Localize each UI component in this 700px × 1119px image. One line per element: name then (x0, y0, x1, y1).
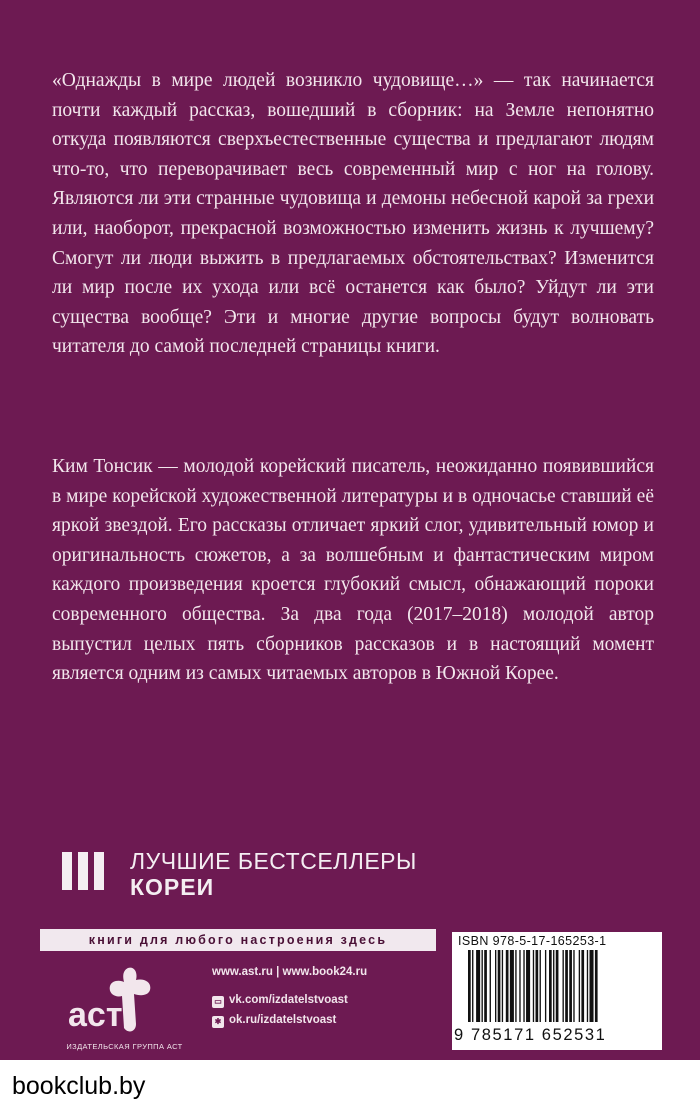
vk-link[interactable] (212, 994, 348, 1008)
description-paragraph-2: Ким Тонсик — молодой корейский писатель, неожиданно появившийся в мире корейской художественной литературы и в одночасье ставший её яркой звездой. Его рассказы отличает яркий слог, удивительный юмор и оригинальность сюжетов, а за волшебным и фантастическим миром каждого произведения кроется глубокий смысл, обнажающий пороки современного общества. За два года (2017–2018) молодой автор выпустил целых пять сборников рассказов и в настоящий момент является одним из самых читаемых авторов в Южной Корее. (52, 456, 654, 685)
ok-link-text: ok.ru/izdatelstvoast (229, 1014, 337, 1026)
ast-logo-icon (58, 964, 178, 1040)
series-title-line2: КОРЕИ (130, 874, 215, 900)
series-title-line1: ЛУЧШИЕ БЕСТСЕЛЛЕРЫ (130, 848, 417, 874)
svg-text:аст: аст (68, 996, 123, 1034)
website-links[interactable]: www.ast.ru | www.book24.ru (212, 966, 368, 978)
isbn-digits: 9 785171 652531 (454, 1026, 607, 1044)
publisher-caption: ИЗДАТЕЛЬСКАЯ ГРУППА АСТ (66, 1042, 183, 1051)
ok-icon: ✱ (212, 1016, 224, 1028)
isbn-label: ISBN 978-5-17-165253-1 (458, 934, 607, 948)
isbn-barcode-box (452, 932, 662, 1050)
barcode-icon (468, 950, 648, 1024)
vk-link-text: vk.com/izdatelstvoast (229, 994, 348, 1006)
ok-link[interactable] (212, 1014, 336, 1028)
site-watermark: bookclub.by (12, 1072, 146, 1100)
watermark-footer (0, 1060, 700, 1119)
description-paragraph-1: «Однажды в мире людей возникло чудовище…» — так начинается почти каждый рассказ, вошедший в сборник: на Земле непонятно откуда появляются сверхъестественные существа и предлагают людям что-то, что переворачивает весь современный мир с ног на голову. Являются ли эти странные чудовища и демоны небесной карой за грехи или, наоборот, прекрасной возможностью изменить жизнь к лучшему? Смогут ли люди выжить в предлагаемых обстоятельствах? Изменится ли мир после их ухода или всё останется как было? Уйдут ли эти существа вообще? Эти и многие другие вопросы будут волновать читателя до самой последней страницы книги. (52, 70, 654, 358)
tagline-banner: книги для любого настроения здесь (40, 929, 436, 951)
series-title (130, 848, 417, 900)
vk-icon: ▭ (212, 996, 224, 1008)
